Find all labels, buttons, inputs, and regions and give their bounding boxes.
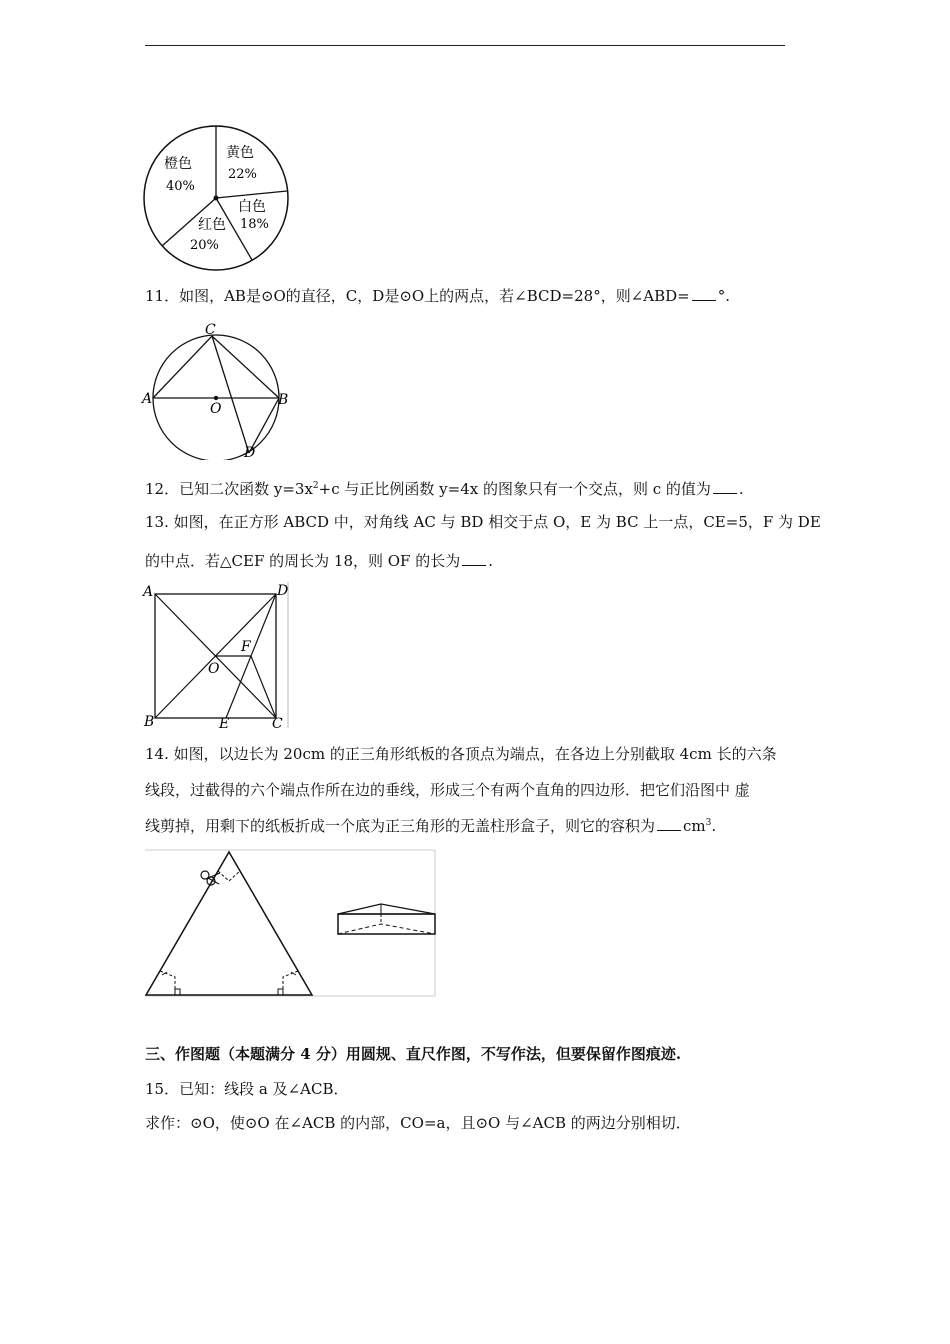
pie-label-white: 白色 <box>238 199 266 215</box>
unit-exponent: 3 <box>705 818 712 828</box>
center-o <box>214 396 218 400</box>
pie-value-white: 18% <box>240 217 269 232</box>
pie-label-orange: 橙色 <box>164 156 192 172</box>
label-e: E <box>219 716 230 732</box>
triangle-box-diagram-q14 <box>140 848 440 1000</box>
question-14-tail: . <box>711 817 717 835</box>
pie-center <box>214 196 219 201</box>
question-15-line-2: 求作：⊙O，使⊙O 在∠ACB 的内部，CO=a，且⊙O 与∠ACB 的两边分别相切． <box>145 1114 691 1132</box>
question-12-text-b: +c 与正比例函数 y=4x 的图象只有一个交点，则 c 的值为 <box>318 480 711 498</box>
question-11-tail: °. <box>717 287 731 305</box>
pie-value-orange: 40% <box>166 179 195 194</box>
pie-chart-figure <box>140 122 292 274</box>
label-o: O <box>210 401 222 417</box>
question-13-line-1: 13. 如图，在正方形 ABCD 中，对角线 AC 与 BD 相交于点 O，E 为 BC 上一点，CE=5，F 为 DE <box>145 513 821 531</box>
question-14-line-2: 线段，过截得的六个端点作所在边的垂线，形成三个有两个直角的四边形．把它们沿图中 虚 <box>145 781 750 799</box>
label-a: A <box>143 584 154 600</box>
label-d: D <box>244 445 256 460</box>
pie-label-red: 红色 <box>198 217 226 233</box>
segment-fc <box>251 656 276 718</box>
box-illustration <box>338 904 435 934</box>
question-11-text: 11．如图，AB是⊙O的直径，C，D是⊙O上的两点，若∠BCD=28°，则∠ABD= <box>145 287 690 305</box>
question-14-line-1: 14. 如图，以边长为 20cm 的正三角形纸板的各顶点为端点，在各边上分别截取 4cm 长的六条 <box>145 745 777 763</box>
question-13-line-2 <box>145 551 493 571</box>
square-diagram-q13 <box>140 580 295 732</box>
question-14-text: 线剪掉，用剩下的纸板折成一个底为正三角形的无盖柱形盒子，则它的容积为 <box>145 817 656 835</box>
label-c: C <box>272 716 283 732</box>
question-13-text: 的中点．若△CEF 的周长为 18，则 OF 的长为 <box>145 552 461 570</box>
question-15-line-1: 15．已知：线段 a 及∠ACB． <box>145 1080 349 1098</box>
label-c: C <box>205 322 216 338</box>
label-b: B <box>144 714 155 730</box>
question-12-tail: . <box>738 480 744 498</box>
right-angle-mark <box>278 989 283 995</box>
circle-diagram-q11 <box>140 320 290 460</box>
label-f: F <box>241 639 251 655</box>
chords-ac-cb <box>153 336 279 398</box>
pie-value-yellow: 22% <box>228 167 257 182</box>
answer-blank[interactable] <box>657 816 681 831</box>
header-rule <box>145 45 785 46</box>
question-12 <box>145 479 744 499</box>
label-d: D <box>277 583 289 599</box>
label-a: A <box>142 391 153 407</box>
exponent: 2 <box>312 481 319 491</box>
question-14-line-3 <box>145 816 716 836</box>
right-angle-mark <box>175 989 180 995</box>
pie-divider <box>216 191 287 198</box>
pie-label-yellow: 黄色 <box>226 145 254 161</box>
question-13-tail: . <box>488 552 494 570</box>
pie-value-red: 20% <box>190 238 219 253</box>
equilateral-triangle <box>146 852 312 995</box>
question-12-text-a: 12．已知二次函数 y=3x <box>145 480 313 498</box>
question-11 <box>145 286 730 306</box>
section-3-title: 三、作图题（本题满分 4 分）用圆规、直尺作图，不写作法，但要保留作图痕迹. <box>145 1045 682 1063</box>
label-o: O <box>208 661 220 677</box>
cut-line-top <box>218 871 240 881</box>
answer-blank[interactable] <box>713 479 737 494</box>
question-14-unit: cm <box>683 817 706 835</box>
answer-blank[interactable] <box>462 551 486 566</box>
answer-blank[interactable] <box>692 286 716 301</box>
label-b: B <box>278 392 289 408</box>
